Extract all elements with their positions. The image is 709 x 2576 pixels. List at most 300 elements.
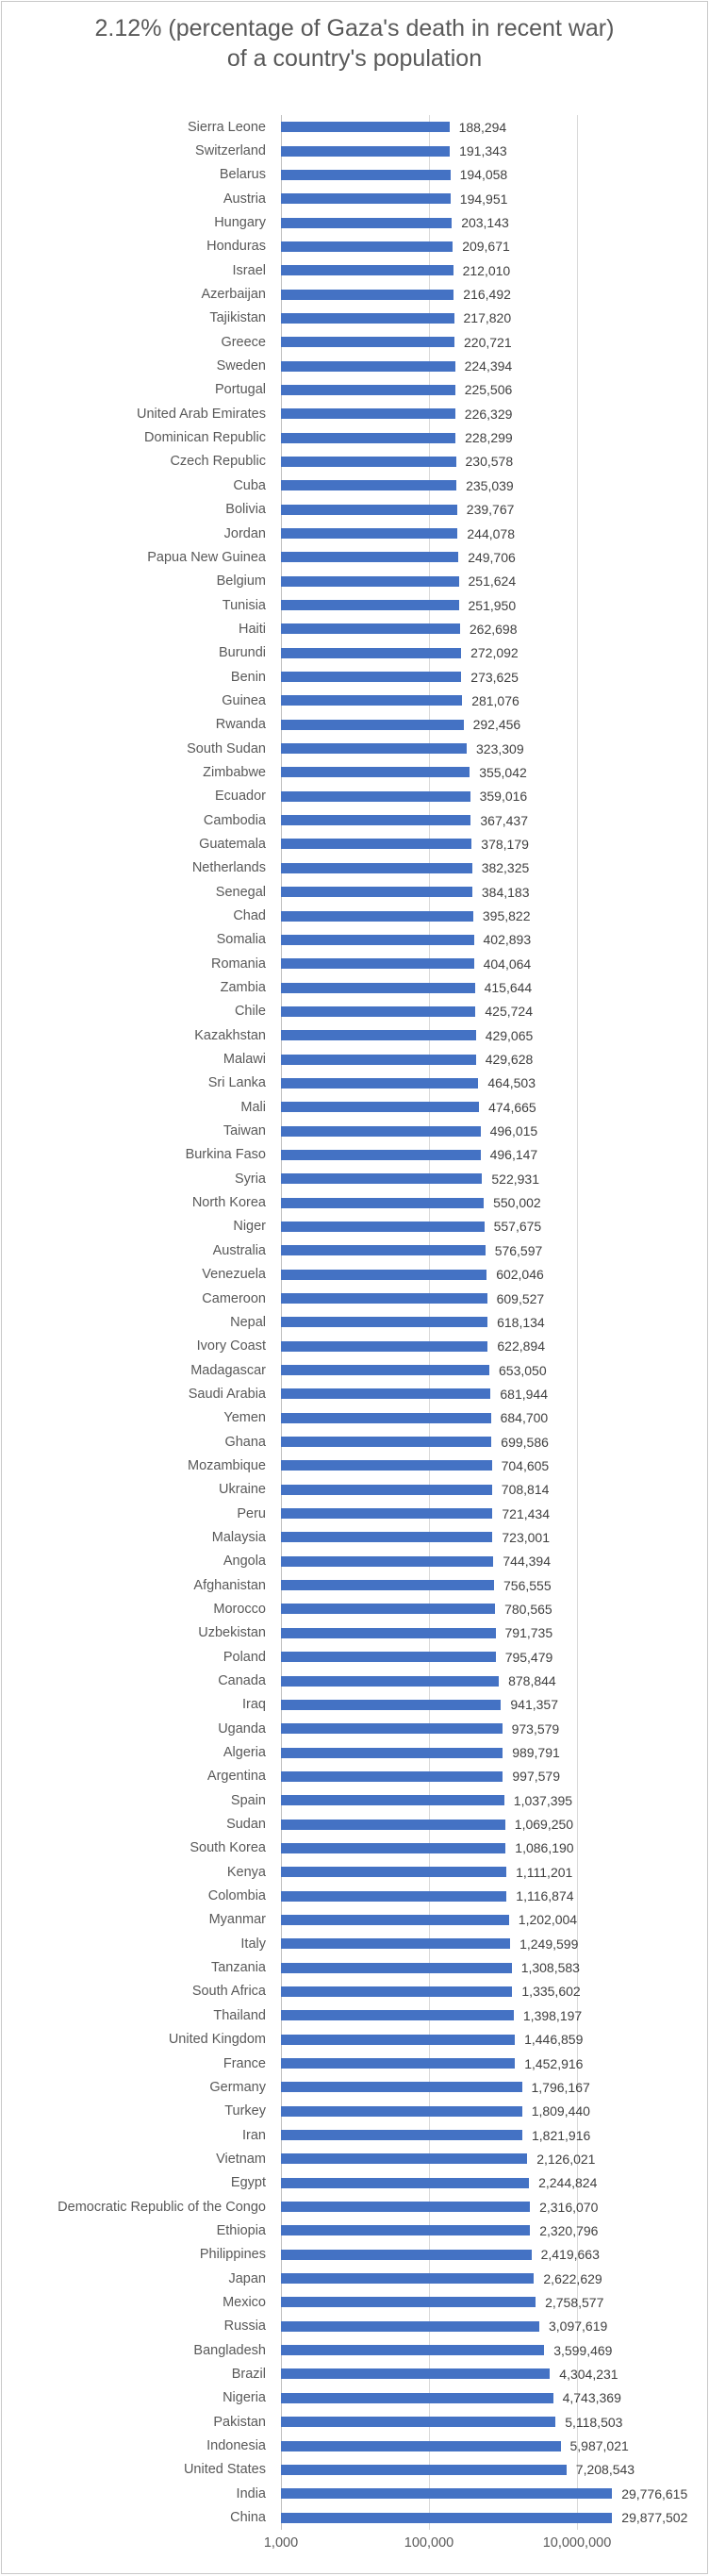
value-label: 496,147	[489, 1147, 538, 1163]
value-label: 4,304,231	[559, 2366, 618, 2382]
bar-row	[2, 1693, 707, 1717]
category-label: Honduras	[206, 239, 266, 255]
category-label: Chile	[234, 1004, 266, 1020]
chart-title	[2, 13, 707, 74]
bar	[281, 1700, 501, 1710]
bar-track	[281, 1864, 707, 1880]
bar-track	[281, 1171, 707, 1187]
x-tick-1000: 1,000	[263, 2535, 299, 2551]
category-label: Sweden	[216, 358, 266, 374]
category-label: Argentina	[206, 1769, 266, 1785]
bar-track	[281, 2510, 707, 2526]
category-label: Cambodia	[203, 812, 266, 828]
bar	[281, 983, 475, 993]
value-label: 1,249,599	[519, 1936, 579, 1952]
bar	[281, 170, 451, 180]
category-label: Philippines	[199, 2247, 266, 2263]
category-label: Myanmar	[208, 1912, 266, 1928]
bar-track	[281, 310, 707, 326]
value-label: 249,706	[468, 549, 516, 565]
category-label: Nepal	[230, 1314, 266, 1330]
bar-track	[281, 1410, 707, 1426]
bar-track	[281, 191, 707, 207]
bar	[281, 2082, 522, 2092]
bar	[281, 1437, 491, 1447]
bar	[281, 2225, 530, 2235]
value-label: 1,809,440	[531, 2103, 590, 2119]
bar-row	[2, 785, 707, 808]
bar	[281, 2297, 536, 2307]
bar-track	[281, 860, 707, 876]
category-label: Benin	[230, 669, 266, 685]
bar-track	[281, 1338, 707, 1354]
value-label: 209,671	[462, 239, 510, 255]
bar-track	[281, 549, 707, 565]
value-label: 1,202,004	[518, 1912, 578, 1928]
bar-track	[281, 1792, 707, 1808]
bar	[281, 1365, 489, 1375]
bar-row	[2, 2147, 707, 2170]
value-label: 216,492	[463, 287, 511, 303]
bar-track	[281, 430, 707, 446]
x-tick-10000000: 10,000,000	[542, 2535, 612, 2551]
bar	[281, 1628, 496, 1638]
value-label: 194,058	[459, 167, 508, 183]
bar	[281, 2178, 529, 2188]
value-label: 699,586	[501, 1434, 549, 1450]
bar-row	[2, 737, 707, 760]
bar-row	[2, 1406, 707, 1430]
bar	[281, 2250, 532, 2260]
bar	[281, 2321, 539, 2332]
bar-track	[281, 1099, 707, 1115]
category-label: South Sudan	[187, 740, 266, 756]
bar	[281, 313, 454, 324]
bar-row	[2, 1167, 707, 1190]
value-label: 522,931	[491, 1171, 539, 1187]
value-label: 217,820	[463, 310, 512, 326]
bar-row	[2, 2219, 707, 2242]
bar-row	[2, 2482, 707, 2505]
bar	[281, 743, 467, 754]
value-label: 973,579	[511, 1720, 560, 1737]
bar-track	[281, 167, 707, 183]
bar-row	[2, 474, 707, 497]
bar-track	[281, 1720, 707, 1737]
bar-row	[2, 2171, 707, 2195]
x-axis	[2, 2535, 707, 2560]
value-label: 429,065	[485, 1027, 534, 1043]
value-label: 1,821,916	[532, 2127, 591, 2143]
value-label: 220,721	[464, 334, 512, 350]
category-label: Brazil	[231, 2366, 266, 2382]
category-label: Syria	[234, 1171, 266, 1187]
bar	[281, 1843, 505, 1853]
category-label: Turkey	[224, 2103, 266, 2119]
bar	[281, 815, 470, 825]
bar-row	[2, 1190, 707, 1214]
bar-track	[281, 980, 707, 996]
bar-row	[2, 1287, 707, 1310]
value-label: 780,565	[504, 1601, 552, 1617]
value-label: 618,134	[497, 1314, 545, 1330]
bar	[281, 2035, 515, 2045]
bar	[281, 1915, 509, 1925]
bar	[281, 1198, 484, 1208]
value-label: 425,724	[485, 1004, 533, 1020]
bar-track	[281, 812, 707, 828]
bar	[281, 337, 454, 347]
bar-row	[2, 617, 707, 640]
bar-track	[281, 1386, 707, 1402]
bar-track	[281, 1697, 707, 1713]
category-label: Belarus	[219, 167, 266, 183]
bar	[281, 1341, 487, 1352]
category-label: Ivory Coast	[196, 1338, 266, 1354]
bar	[281, 2465, 567, 2475]
bar-track	[281, 2342, 707, 2358]
category-label: South Korea	[190, 1840, 266, 1856]
bar-row	[2, 2195, 707, 2219]
category-label: Somalia	[216, 932, 266, 948]
value-label: 262,698	[469, 621, 518, 637]
bar-track	[281, 2007, 707, 2023]
bar-row	[2, 2075, 707, 2099]
category-label: India	[236, 2485, 266, 2501]
category-label: Venezuela	[202, 1267, 266, 1283]
bar-rows	[2, 115, 707, 2530]
bar-track	[281, 2270, 707, 2286]
bar	[281, 2058, 515, 2069]
bar	[281, 839, 471, 849]
bar-row	[2, 402, 707, 425]
value-label: 2,126,021	[536, 2151, 596, 2167]
category-label: Afghanistan	[193, 1577, 266, 1593]
bar-row	[2, 498, 707, 522]
bar-track	[281, 2175, 707, 2191]
category-label: Yemen	[223, 1410, 266, 1426]
bar-track	[281, 573, 707, 590]
bar-row	[2, 593, 707, 617]
bar	[281, 265, 453, 275]
bar-track	[281, 143, 707, 159]
value-label: 5,118,503	[565, 2414, 623, 2430]
value-label: 2,244,824	[538, 2175, 598, 2191]
bar	[281, 1102, 479, 1112]
bar-track	[281, 2222, 707, 2238]
bar-row	[2, 1502, 707, 1525]
bar-track	[281, 1267, 707, 1283]
bar	[281, 1078, 478, 1089]
bar-track	[281, 406, 707, 422]
category-label: Hungary	[214, 215, 266, 231]
value-label: 653,050	[499, 1362, 547, 1378]
bar	[281, 2153, 527, 2164]
bar	[281, 863, 472, 873]
bar-track	[281, 669, 707, 685]
bar	[281, 241, 453, 252]
bar-row	[2, 1335, 707, 1358]
bar-track	[281, 2318, 707, 2335]
category-label: Algeria	[223, 1745, 266, 1761]
category-label: Bolivia	[225, 502, 266, 518]
bar-row	[2, 570, 707, 593]
bar-row	[2, 354, 707, 377]
category-label: Iraq	[242, 1697, 266, 1713]
bar	[281, 361, 455, 372]
bar-row	[2, 2290, 707, 2314]
value-label: 29,776,615	[621, 2485, 688, 2501]
bar-track	[281, 717, 707, 733]
bar	[281, 2513, 612, 2523]
bar	[281, 290, 453, 300]
category-label: Tunisia	[222, 597, 266, 613]
bar	[281, 1270, 486, 1280]
category-label: Ecuador	[214, 789, 266, 805]
bar-row	[2, 1430, 707, 1454]
value-label: 1,335,602	[521, 1984, 581, 2000]
category-label: Ukraine	[219, 1482, 266, 1498]
category-label: Cuba	[233, 477, 266, 493]
bar	[281, 457, 456, 467]
category-label: Morocco	[213, 1601, 266, 1617]
bar	[281, 1676, 499, 1687]
category-label: Zimbabwe	[203, 764, 266, 780]
bar-row	[2, 1000, 707, 1023]
bar-track	[281, 358, 707, 374]
bar	[281, 218, 452, 228]
bar	[281, 146, 450, 157]
bar-track	[281, 2414, 707, 2430]
bar-track	[281, 1840, 707, 1856]
bar	[281, 122, 450, 132]
value-label: 188,294	[458, 119, 507, 135]
bar	[281, 528, 457, 539]
category-label: Angola	[223, 1554, 266, 1570]
bar-row	[2, 1263, 707, 1287]
value-label: 557,675	[493, 1219, 542, 1235]
bar	[281, 1388, 490, 1399]
category-label: Belgium	[216, 573, 266, 590]
value-label: 989,791	[512, 1745, 560, 1761]
bar-track	[281, 1984, 707, 2000]
bar-track	[281, 525, 707, 541]
bar	[281, 623, 460, 634]
bar	[281, 480, 456, 490]
category-label: France	[223, 2055, 266, 2071]
bar-track	[281, 2079, 707, 2095]
category-label: Portugal	[214, 382, 266, 398]
bar-row	[2, 450, 707, 474]
bar-track	[281, 1529, 707, 1545]
bar	[281, 1986, 512, 1997]
bar-track	[281, 1649, 707, 1665]
category-label: Sierra Leone	[187, 119, 266, 135]
bar-row	[2, 641, 707, 665]
bar	[281, 505, 457, 515]
category-label: Netherlands	[191, 860, 266, 876]
bar-track	[281, 334, 707, 350]
value-label: 224,394	[464, 358, 513, 374]
bar	[281, 1317, 487, 1327]
value-label: 1,796,167	[531, 2079, 590, 2095]
value-label: 3,097,619	[549, 2318, 608, 2335]
bar-row	[2, 1454, 707, 1477]
bar-row	[2, 1884, 707, 1907]
bar	[281, 1748, 503, 1758]
category-label: Sudan	[226, 1817, 266, 1833]
bar-row	[2, 2362, 707, 2385]
value-label: 194,951	[459, 191, 508, 207]
bar-track	[281, 262, 707, 278]
bar-track	[281, 1290, 707, 1306]
value-label: 997,579	[512, 1769, 560, 1785]
bar	[281, 2010, 514, 2020]
value-label: 191,343	[459, 143, 507, 159]
value-label: 402,893	[483, 932, 532, 948]
bar-row	[2, 522, 707, 545]
bar-row	[2, 1095, 707, 1119]
bar-row	[2, 139, 707, 162]
value-label: 359,016	[479, 789, 528, 805]
bar-track	[281, 908, 707, 924]
value-label: 622,894	[497, 1338, 545, 1354]
bar-row	[2, 1765, 707, 1788]
category-label: Cameroon	[202, 1290, 266, 1306]
category-label: Mali	[240, 1099, 266, 1115]
bar-row	[2, 307, 707, 330]
category-label: Ethiopia	[216, 2222, 266, 2238]
bar	[281, 1460, 492, 1471]
bar	[281, 672, 461, 682]
value-label: 384,183	[481, 884, 530, 900]
category-label: Uganda	[218, 1720, 266, 1737]
bar-row	[2, 1525, 707, 1549]
value-label: 239,767	[466, 502, 515, 518]
category-label: Papua New Guinea	[147, 549, 266, 565]
bar-row	[2, 1573, 707, 1597]
bar-row	[2, 1669, 707, 1692]
bar-row	[2, 1358, 707, 1382]
bar-row	[2, 1645, 707, 1669]
bar	[281, 1508, 492, 1519]
value-label: 367,437	[480, 812, 528, 828]
category-label: Peru	[237, 1505, 266, 1521]
category-label: Tanzania	[210, 1960, 266, 1976]
category-label: Czech Republic	[170, 454, 266, 470]
value-label: 2,320,796	[539, 2222, 599, 2238]
bar-row	[2, 1955, 707, 1979]
bar-track	[281, 2199, 707, 2215]
bar-row	[2, 1812, 707, 1836]
value-label: 1,037,395	[513, 1792, 573, 1808]
bar-row	[2, 928, 707, 952]
category-label: Malaysia	[211, 1529, 266, 1545]
category-label: Burundi	[219, 645, 266, 661]
category-label: Burkina Faso	[185, 1147, 266, 1163]
bar-row	[2, 1143, 707, 1167]
bar-track	[281, 1482, 707, 1498]
category-label: Thailand	[213, 2007, 266, 2023]
bar-row	[2, 832, 707, 856]
value-label: 4,743,369	[562, 2390, 621, 2406]
category-label: Haiti	[238, 621, 266, 637]
value-label: 251,950	[468, 597, 517, 613]
bar-track	[281, 1625, 707, 1641]
category-label: Guinea	[222, 692, 266, 708]
bar-track	[281, 2366, 707, 2382]
bar	[281, 2368, 550, 2379]
bar-row	[2, 2315, 707, 2338]
category-label: Uzbekistan	[198, 1625, 266, 1641]
category-label: Austria	[223, 191, 266, 207]
chart-title-line2: of a country's population	[226, 45, 483, 72]
value-label: 3,599,469	[553, 2342, 613, 2358]
plot-area	[2, 115, 707, 2530]
bar-row	[2, 1238, 707, 1262]
bar-row	[2, 1382, 707, 1405]
value-label: 395,822	[482, 908, 531, 924]
bar-track	[281, 2247, 707, 2263]
bar-track	[281, 2485, 707, 2501]
value-label: 708,814	[501, 1482, 550, 1498]
value-label: 496,015	[489, 1123, 538, 1139]
bar	[281, 1771, 503, 1782]
value-label: 609,527	[496, 1290, 545, 1306]
category-label: Colombia	[207, 1888, 266, 1904]
category-label: Iran	[242, 2127, 266, 2143]
bar-row	[2, 115, 707, 139]
category-label: Italy	[240, 1936, 266, 1952]
bar	[281, 1413, 491, 1423]
bar-row	[2, 425, 707, 449]
bar-row	[2, 1621, 707, 1645]
value-label: 721,434	[502, 1505, 550, 1521]
bar	[281, 1030, 476, 1040]
bar-row	[2, 2338, 707, 2362]
bar	[281, 1652, 496, 1662]
bar-row	[2, 808, 707, 832]
bar-track	[281, 1242, 707, 1258]
bar-track	[281, 1936, 707, 1952]
value-label: 273,625	[470, 669, 519, 685]
bar	[281, 911, 473, 922]
bar-row	[2, 713, 707, 737]
bar-row	[2, 163, 707, 187]
bar-row	[2, 210, 707, 234]
bar-row	[2, 2243, 707, 2267]
bar-row	[2, 258, 707, 282]
value-label: 1,116,874	[516, 1888, 574, 1904]
bar	[281, 1891, 506, 1902]
bar-track	[281, 1004, 707, 1020]
bar-track	[281, 1434, 707, 1450]
bar-track	[281, 287, 707, 303]
bar	[281, 2393, 553, 2403]
category-label: Romania	[210, 956, 266, 972]
bar-row	[2, 1597, 707, 1620]
bar-track	[281, 119, 707, 135]
bar-row	[2, 330, 707, 354]
bar-track	[281, 2390, 707, 2406]
value-label: 203,143	[461, 215, 509, 231]
bar-track	[281, 2055, 707, 2071]
chart-title-line1: 2.12% (percentage of Gaza's death in recent war)	[94, 15, 615, 42]
bar-track	[281, 597, 707, 613]
value-label: 602,046	[496, 1267, 544, 1283]
bar	[281, 958, 474, 969]
value-label: 684,700	[500, 1410, 549, 1426]
